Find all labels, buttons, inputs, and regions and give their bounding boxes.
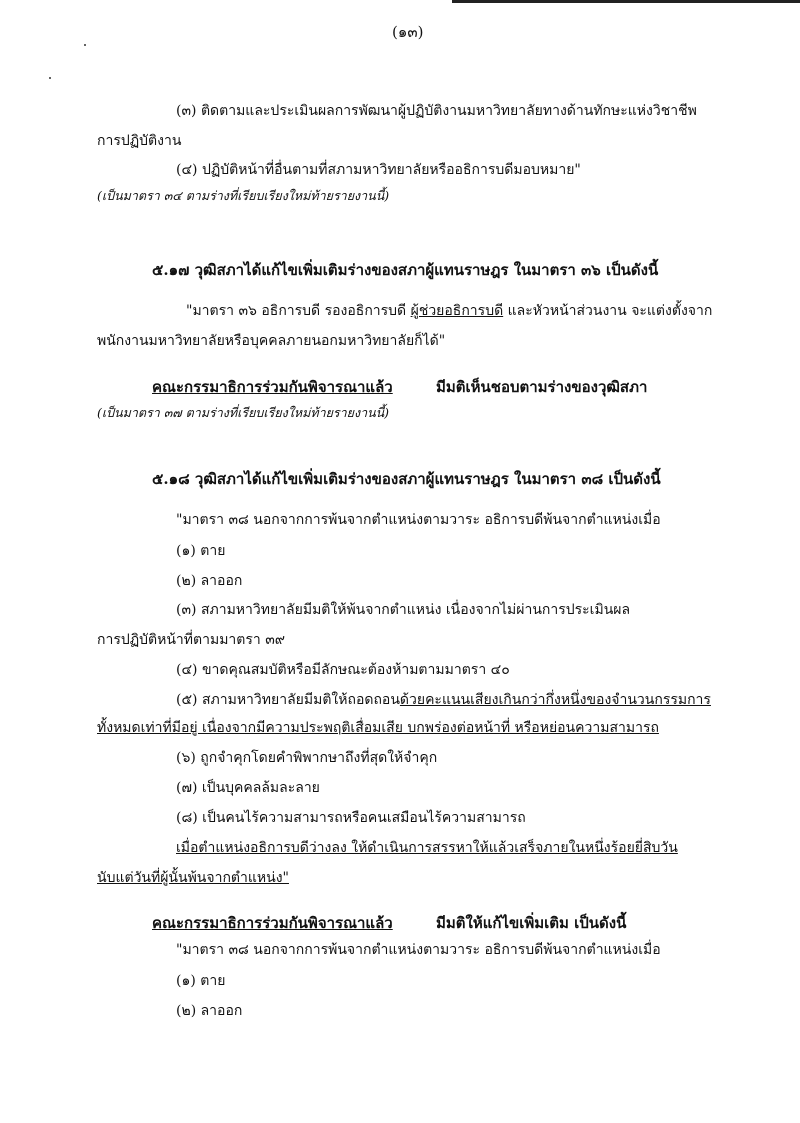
closing-line-2: นับแต่วันที่ผู้นั้นพ้นจากตำแหน่ง" xyxy=(97,870,289,886)
amend-item-2: (๒) ลาออก xyxy=(176,1003,243,1019)
amend-item-1: (๑) ตาย xyxy=(176,973,226,989)
section-518-intro: "มาตรา ๓๘ นอกจากการพ้นจากตำแหน่งตามวาระ อธิการบดีพ้นจากตำแหน่งเมื่อ xyxy=(176,512,661,528)
section-note: (เป็นมาตรา ๓๗ ตามร่างที่เรียบเรียงใหม่ท้ายรายงานนี้) xyxy=(97,405,390,420)
section-518-heading: ๕.๑๘ วุฒิสภาได้แก้ไขเพิ่มเติมร่างของสภาผู้แทนราษฎร ในมาตรา ๓๘ เป็นดังนี้ xyxy=(152,470,661,488)
section-517-heading: ๕.๑๗ วุฒิสภาได้แก้ไขเพิ่มเติมร่างของสภาผู้แทนราษฎร ในมาตรา ๓๖ เป็นดังนี้ xyxy=(152,261,659,279)
committee-opinion: มีมติให้แก้ไขเพิ่มเติม เป็นดังนี้ xyxy=(436,914,627,932)
text-segment: และหัวหน้าส่วนงาน จะแต่งตั้งจาก xyxy=(503,303,713,319)
item-4: (๔) ขาดคุณสมบัติหรือมีลักษณะต้องห้ามตามมาตรา ๔๐ xyxy=(176,662,510,678)
item-3-line-2: การปฏิบัติงาน xyxy=(97,133,182,149)
item-3-line-1: (๓) ติดตามและประเมินผลการพัฒนาผู้ปฏิบัติงานมหาวิทยาลัยทางด้านทักษะแห่งวิชาชีพ xyxy=(176,103,697,119)
page-number: (๑๓) xyxy=(392,23,424,41)
closing-line-1: เมื่อตำแหน่งอธิการบดีว่างลง ให้ดำเนินการสรรหาให้แล้วเสร็จภายในหนึ่งร้อยยี่สิบวัน xyxy=(176,840,678,856)
top-scan-bar xyxy=(452,0,800,3)
item-3-line-1: (๓) สภามหาวิทยาลัยมีมติให้พ้นจากตำแหน่ง เนื่องจากไม่ผ่านการประเมินผล xyxy=(176,602,631,618)
item-8: (๘) เป็นคนไร้ความสามารถหรือคนเสมือนไร้ความสามารถ xyxy=(176,810,526,826)
committee-label: คณะกรรมาธิการร่วมกันพิจารณาแล้ว xyxy=(152,378,393,396)
item-6: (๖) ถูกจำคุกโดยคำพิพากษาถึงที่สุดให้จำคุก xyxy=(176,750,438,766)
section-517-text-line-2: พนักงานมหาวิทยาลัยหรือบุคคลภายนอกมหาวิทยาลัยก็ได้" xyxy=(97,333,446,349)
item-2: (๒) ลาออก xyxy=(176,573,243,589)
section-note: (เป็นมาตรา ๓๔ ตามร่างที่เรียบเรียงใหม่ท้ายรายงานนี้) xyxy=(97,188,390,203)
item-7: (๗) เป็นบุคคลล้มละลาย xyxy=(176,780,320,796)
section-517-text-line-1 xyxy=(186,301,712,321)
committee-label: คณะกรรมาธิการร่วมกันพิจารณาแล้ว xyxy=(152,914,393,932)
underlined-text: ด้วยคะแนนเสียงเกินกว่ากึ่งหนึ่งของจำนวนกรรมการ xyxy=(399,692,711,708)
item-5-line-1 xyxy=(176,690,711,710)
item-4: (๔) ปฏิบัติหน้าที่อื่นตามที่สภามหาวิทยาลัยหรืออธิการบดีมอบหมาย" xyxy=(176,162,581,178)
text-segment: (๕) สภามหาวิทยาลัยมีมติให้ถอดถอน xyxy=(176,692,400,708)
scan-speck xyxy=(84,44,86,46)
item-5-line-2: ทั้งหมดเท่าที่มีอยู่ เนื่องจากมีความประพฤติเสื่อมเสีย บกพร่องต่อหน้าที่ หรือหย่อนความสามารถ xyxy=(97,720,659,736)
underlined-text: ผู้ช่วยอธิการบดี xyxy=(410,303,504,319)
scan-speck xyxy=(49,77,51,79)
item-3-line-2: การปฏิบัติหน้าที่ตามมาตรา ๓๙ xyxy=(97,632,286,648)
item-1: (๑) ตาย xyxy=(176,543,226,559)
amend-intro: "มาตรา ๓๘ นอกจากการพ้นจากตำแหน่งตามวาระ อธิการบดีพ้นจากตำแหน่งเมื่อ xyxy=(176,942,661,958)
text-segment: "มาตรา ๓๖ อธิการบดี รองอธิการบดี xyxy=(186,303,411,319)
committee-opinion: มีมติเห็นชอบตามร่างของวุฒิสภา xyxy=(436,378,648,396)
